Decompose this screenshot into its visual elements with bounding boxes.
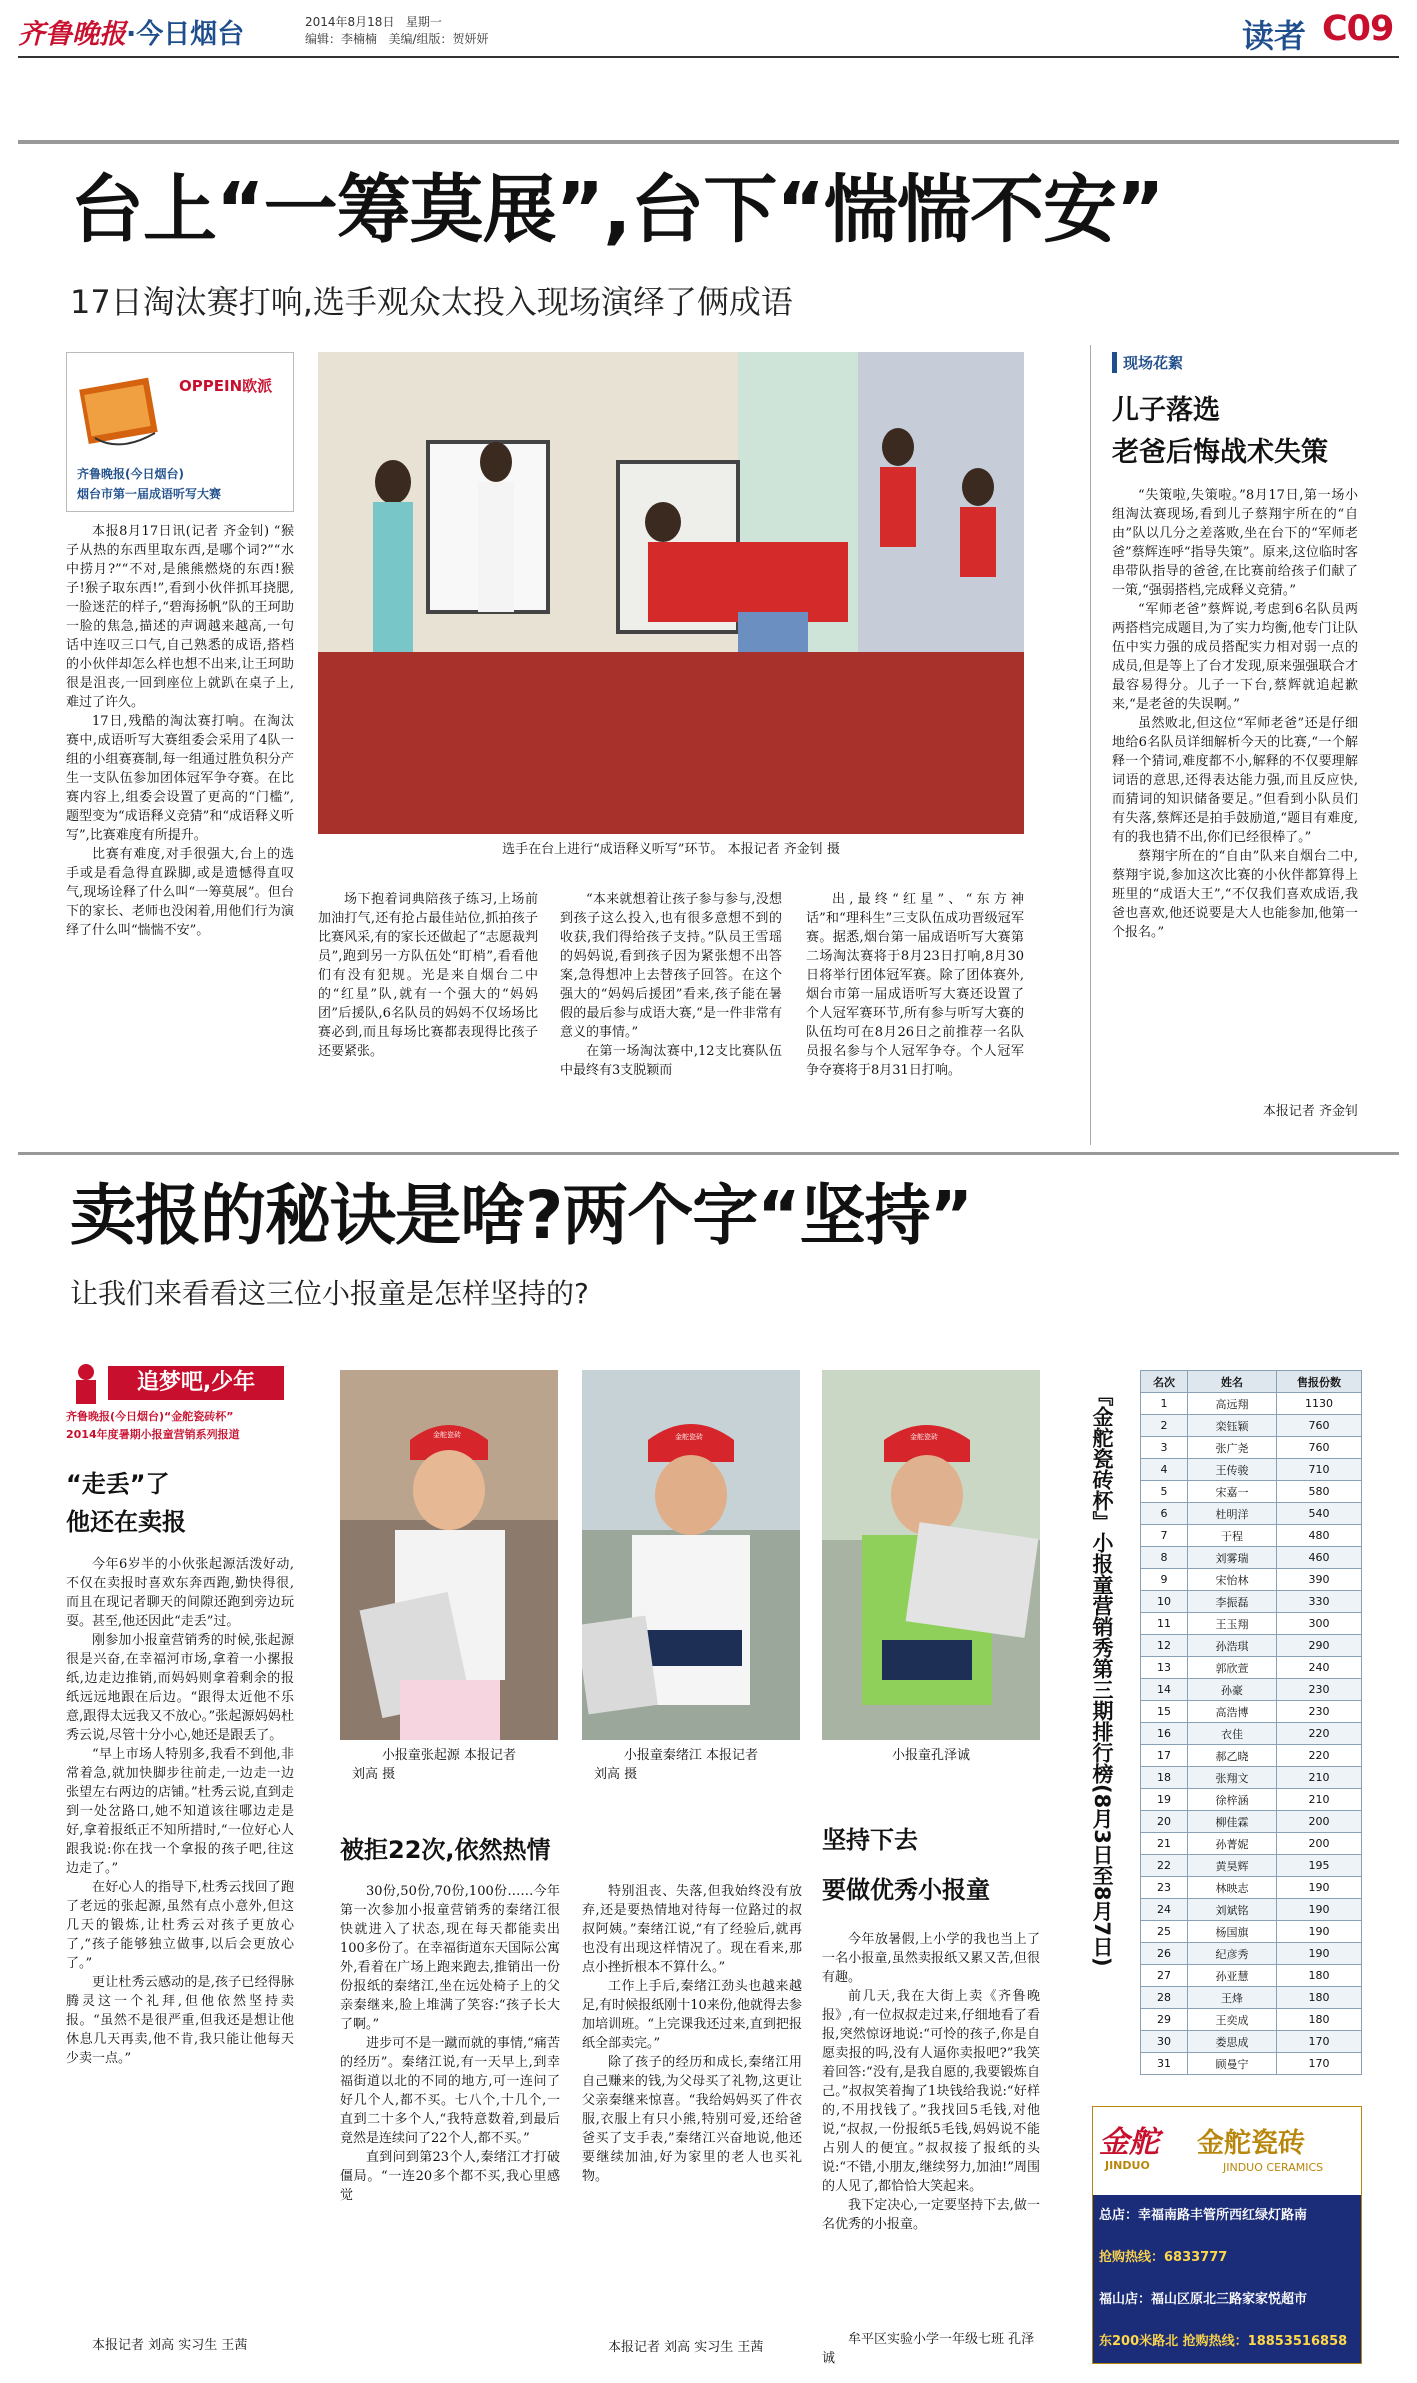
sidebar-para: “失策啦,失策啦。”8月17日,第一场小组淘汰赛现场,看到儿子蔡翔宇所在的“自由”队以几分之差落败,坐在台下的“军师老爸”蔡辉连呼“指导失策”。原来,这位临时客串带队指导的爸爸,在比赛前给孩子们献了一策,“强弱搭档,完成释义竞猜。” (1112, 488, 1358, 598)
story1-subhead: 17日淘汰赛打响,选手观众太投入现场演绎了俩成语 (70, 283, 793, 321)
sidebar-title-2: 老爸后悔战术失策 (1112, 437, 1328, 468)
count-cell: 710 (1277, 1459, 1362, 1481)
story2-col1-para: 刚参加小报童营销秀的时候,张起源很是兴奋,在幸福河市场,拿着一小摞报纸,边走边推销,而妈妈则拿着剩余的报纸远远地跟在后边。“跟得太近他不乐意,跟得太远我又不放心。”张起源妈妈杜秀云说,尽管十分小心,她还是跟丢了。 (66, 1633, 294, 1743)
story1-col3-para: 在第一场淘汰赛中,12支比赛队伍中最终有3支脱颖而 (560, 1044, 782, 1078)
ranking-row (1141, 1503, 1362, 1525)
rank-cell: 31 (1141, 2053, 1188, 2075)
story2-column-1 (66, 1555, 294, 2337)
story1-headline: 台上“一筹莫展”,台下“惴惴不安” (70, 167, 1164, 253)
editor-credit: 编辑：李楠楠 (305, 32, 378, 46)
count-cell: 200 (1277, 1833, 1362, 1855)
story2-col4-para: 今年放暑假,上小学的我也当上了一名小报童,虽然卖报纸又累又苦,但很有趣。 (822, 1932, 1040, 1985)
kid-photo-2 (582, 1370, 800, 1740)
name-cell: 孙菁妮 (1188, 1833, 1277, 1855)
name-cell: 王玉翔 (1188, 1613, 1277, 1635)
rank-cell: 29 (1141, 2009, 1188, 2031)
ad-store1-phone: 抢购热线：6833777 (1099, 2250, 1228, 2265)
story1-col1-para: 比赛有难度,对手很强大,台上的选手或是看急得直跺脚,或是遗憾得直叹气,现场诠释了什么叫“一筹莫展”。但台下的家长、老师也没闲着,用他们行为演绎了什么叫“惴惴不安”。 (66, 847, 294, 938)
rank-cell: 4 (1141, 1459, 1188, 1481)
column-name: 读者 (1242, 17, 1307, 55)
story1-column-1 (66, 522, 294, 1122)
ranking-row (1141, 1635, 1362, 1657)
ranking-row (1141, 1877, 1362, 1899)
rank-cell: 21 (1141, 1833, 1188, 1855)
rank-cell: 18 (1141, 1767, 1188, 1789)
ranking-row (1141, 1921, 1362, 1943)
kid-photo-1-caption (340, 1746, 558, 1784)
ranking-row (1141, 1965, 1362, 1987)
story2-col1-para: 更让杜秀云感动的是,孩子已经得脉腾灵这一个礼拜,但他依然坚持卖报。“虽然不是很严重,但我还是想让他休息几天再卖,他不肯,我只能让他每天少卖一点。” (66, 1975, 294, 2066)
count-cell: 200 (1277, 1811, 1362, 1833)
rank-cell: 7 (1141, 1525, 1188, 1547)
name-cell: 宋怡林 (1188, 1569, 1277, 1591)
story1-column-4 (806, 890, 1024, 1130)
story2-col4-para: 前几天,我在大街上卖《齐鲁晚报》,有一位叔叔走过来,仔细地看了看报,突然惊讶地说:“可怜的孩子,你是自愿卖报的吗,没有人逼你卖报吧?”我笑着回答:“没有,是我自愿的,我要锻炼自己。”叔叔笑着掏了1块钱给我说:“好样的,不用找钱了。”我找回5毛钱,对他说,“叔叔,一份报纸5毛钱,妈妈说不能占别人的便宜。”叔叔接了报纸的头说:“不错,小朋友,继续努力,加油!”周围的人见了,都恰恰大笑起来。 (822, 1989, 1040, 2194)
jinduo-ad (1092, 2106, 1362, 2364)
ranking-row (1141, 1701, 1362, 1723)
count-cell: 190 (1277, 1921, 1362, 1943)
col-header-count: 售报份数 (1277, 1371, 1362, 1393)
kid-photo-3-caption-1: 小报童孔泽诚 (891, 1748, 970, 1763)
ranking-rows (1141, 1393, 1362, 2075)
count-cell: 330 (1277, 1591, 1362, 1613)
story2-col1-para: 在好心人的指导下,杜秀云找回了跑了老远的张起源,虽然有点小意外,但这几天的锻炼,让杜秀云对孩子更放心了,“孩子能够独立做事,以后会更放心了。” (66, 1880, 294, 1971)
count-cell: 170 (1277, 2031, 1362, 2053)
kid-photo-1-caption-2: 刘高 摄 (352, 1767, 396, 1782)
name-cell: 黄昊辉 (1188, 1855, 1277, 1877)
name-cell: 孙亚慧 (1188, 1965, 1277, 1987)
ranking-row (1141, 1833, 1362, 1855)
count-cell: 300 (1277, 1613, 1362, 1635)
name-cell: 宋嘉一 (1188, 1481, 1277, 1503)
story2-subhead: 让我们来看看这三位小报童是怎样坚持的? (70, 1277, 589, 1310)
ranking-row (1141, 1899, 1362, 1921)
ad-brand: 金舵瓷砖 (1197, 2128, 1305, 2159)
story1-col4-para: 出,最终“红星”、“东方神话”和“理科生”三支队伍成功晋级冠军赛。据悉,烟台第一届成语听写大赛第二场淘汰赛将于8月23日打响,8月30日将举行团体冠军赛。除了团体赛外,烟台市第一届成语听写大赛还设置了个人冠军赛环节,所有参与听写大赛的队伍均可在8月26日之前推荐一名队员报名参与个人冠军争夺。个人冠军争夺赛将于8月31日打响。 (806, 892, 1024, 1078)
story2-col4-byline: 牟平区实验小学一年级七班 孔泽诚 (822, 2332, 1035, 2366)
story1-column-3 (560, 890, 782, 1130)
rank-cell: 6 (1141, 1503, 1188, 1525)
ranking-row (1141, 2031, 1362, 2053)
name-cell: 柳佳霖 (1188, 1811, 1277, 1833)
ranking-row (1141, 1657, 1362, 1679)
rank-cell: 13 (1141, 1657, 1188, 1679)
sponsor-scroll-graphic (75, 363, 165, 453)
ranking-row (1141, 1855, 1362, 1877)
name-cell: 孙浩琪 (1188, 1635, 1277, 1657)
badge-title: 追梦吧,少年 (108, 1366, 284, 1400)
count-cell: 390 (1277, 1569, 1362, 1591)
count-cell: 460 (1277, 1547, 1362, 1569)
page-number: C09 (1322, 9, 1394, 49)
name-cell: 杨国旗 (1188, 1921, 1277, 1943)
brand-name: 齐鲁晚报 (18, 19, 126, 50)
story2-col1-byline: 本报记者 刘高 实习生 王茜 (92, 2338, 248, 2353)
sidebar-para: “军师老爸”蔡辉说,考虑到6名队员两两搭档完成题目,为了实力均衡,他专门让队伍中实力强的成员搭配实力相对弱一点的成员,但是等上了台才发现,原来强强联合才最容易得分。儿子一下台,蔡辉就追起歉来,“是老爸的失误啊。” (1112, 602, 1358, 712)
sponsor-brand: OPPEIN欧派 (179, 377, 273, 395)
count-cell: 210 (1277, 1767, 1362, 1789)
rank-cell: 11 (1141, 1613, 1188, 1635)
count-cell: 1130 (1277, 1393, 1362, 1415)
rank-cell: 17 (1141, 1745, 1188, 1767)
series-badge (66, 1362, 288, 1446)
count-cell: 220 (1277, 1745, 1362, 1767)
sidebar-byline: 本报记者 齐金钊 (1262, 1104, 1358, 1119)
name-cell: 刘雾瑞 (1188, 1547, 1277, 1569)
name-cell: 李振磊 (1188, 1591, 1277, 1613)
section1-title-2: 他还在卖报 (66, 1508, 186, 1536)
contest-photo (318, 352, 1024, 834)
ranking-row (1141, 1745, 1362, 1767)
ranking-table (1140, 1370, 1362, 2075)
count-cell: 580 (1277, 1481, 1362, 1503)
count-cell: 195 (1277, 1855, 1362, 1877)
name-cell: 郝乙晓 (1188, 1745, 1277, 1767)
count-cell: 240 (1277, 1657, 1362, 1679)
count-cell: 760 (1277, 1415, 1362, 1437)
section-name: ·今日烟台 (126, 19, 245, 50)
rank-cell: 10 (1141, 1591, 1188, 1613)
name-cell: 张翔文 (1188, 1767, 1277, 1789)
ranking-row (1141, 1811, 1362, 1833)
story2-col2-para: 30份,50份,70份,100份……今年第一次参加小报童营销秀的秦绪江很快就进入了状态,现在每天都能卖出100多份了。在幸福街道东天国际公寓外,看着在广场上跑来跑去,推销出一份份报纸的秦绪江,坐在远处椅子上的父亲秦继来,脸上堆满了笑容:“孩子长大了啊。” (340, 1884, 560, 2032)
story2-column-2 (340, 1882, 560, 2357)
rank-cell: 1 (1141, 1393, 1188, 1415)
ranking-row (1141, 1789, 1362, 1811)
kid-photo-2-caption-2: 刘高 摄 (594, 1767, 638, 1782)
masthead (0, 0, 1417, 60)
ranking-row (1141, 1569, 1362, 1591)
ad-logo: 金舵 (1099, 2125, 1159, 2160)
name-cell: 王传骏 (1188, 1459, 1277, 1481)
ranking-row (1141, 2009, 1362, 2031)
rank-cell: 25 (1141, 1921, 1188, 1943)
rank-cell: 9 (1141, 1569, 1188, 1591)
section3-title-1: 坚持下去 (822, 1826, 918, 1854)
story1-col1-para: 17日,残酷的淘汰赛打响。在淘汰赛中,成语听写大赛组委会采用了4队一组的小组赛赛制,每一组通过胜负积分产生一支队伍参加团体冠军争夺赛。在比赛内容上,组委会设置了更高的“门槛”,题型变为“成语释义竞猜”和“成语释义听写”,比赛难度有所提升。 (66, 714, 294, 843)
masthead-brand (18, 12, 244, 51)
ranking-table-wrap (1140, 1370, 1362, 2075)
masthead-rule (18, 56, 1399, 58)
sponsor-box (66, 352, 294, 512)
rank-cell: 24 (1141, 1899, 1188, 1921)
kid-photo-3-caption (822, 1746, 1040, 1765)
name-cell: 张广尧 (1188, 1437, 1277, 1459)
count-cell: 190 (1277, 1899, 1362, 1921)
name-cell: 王烽 (1188, 1987, 1277, 2009)
story1-column-2 (318, 890, 538, 1130)
badge-line2: 2014年度暑期小报童营销系列报道 (66, 1428, 240, 1441)
masthead-meta (305, 14, 489, 48)
section1-title-1: “走丢”了 (66, 1470, 170, 1498)
ranking-row (1141, 1613, 1362, 1635)
kid-photo-2-caption-1: 小报童秦绪江 本报记者 (623, 1748, 759, 1763)
count-cell: 760 (1277, 1437, 1362, 1459)
story2-column-3 (582, 1882, 802, 2337)
name-cell: 孙豪 (1188, 1679, 1277, 1701)
sidebar-title-1: 儿子落选 (1112, 395, 1220, 426)
rank-cell: 12 (1141, 1635, 1188, 1657)
kid-photo-1-caption-1: 小报童张起源 本报记者 (381, 1748, 517, 1763)
story2-column-4 (822, 1930, 1040, 2330)
rank-cell: 8 (1141, 1547, 1188, 1569)
name-cell: 于程 (1188, 1525, 1277, 1547)
rank-cell: 27 (1141, 1965, 1188, 1987)
kid-photo-2-caption (582, 1746, 800, 1784)
story2-headline: 卖报的秘诀是啥?两个字“坚持” (70, 1177, 973, 1254)
rank-cell: 15 (1141, 1701, 1188, 1723)
top-divider (18, 140, 1399, 144)
rank-cell: 20 (1141, 1811, 1188, 1833)
sponsor-line1: 齐鲁晚报(今日烟台) (77, 467, 184, 481)
count-cell: 210 (1277, 1789, 1362, 1811)
rank-cell: 30 (1141, 2031, 1188, 2053)
rank-cell: 2 (1141, 1415, 1188, 1437)
count-cell: 170 (1277, 2053, 1362, 2075)
ranking-row (1141, 1459, 1362, 1481)
count-cell: 180 (1277, 1965, 1362, 1987)
story2-col3-byline: 本报记者 刘高 实习生 王茜 (608, 2340, 764, 2355)
count-cell: 230 (1277, 1701, 1362, 1723)
name-cell: 高远翔 (1188, 1393, 1277, 1415)
art-credit: 美编/组版：贺妍妍 (388, 32, 489, 46)
name-cell: 林映志 (1188, 1877, 1277, 1899)
story2-col3-para: 工作上手后,秦绪江劲头也越来越足,有时候报纸刚十10来份,他就得去参加培训班。“上完课我还过来,直到把报纸全部卖完。” (582, 1979, 802, 2051)
rank-cell: 19 (1141, 1789, 1188, 1811)
rank-cell: 16 (1141, 1723, 1188, 1745)
ranking-row (1141, 1481, 1362, 1503)
story2-col4-para: 我下定决心,一定要坚持下去,做一名优秀的小报童。 (822, 2198, 1040, 2232)
ranking-header-row (1141, 1371, 1362, 1393)
name-cell: 顾曼宁 (1188, 2053, 1277, 2075)
story2-col3-para: 除了孩子的经历和成长,秦绪江用自己赚来的钱,为父母买了礼物,这更让父亲秦继来惊喜。“我给妈妈买了件衣服,衣服上有只小熊,特别可爱,还给爸爸买了支手表,”秦绪江兴奋地说,他还要继续加油,好为家里的老人也买礼物。 (582, 2055, 802, 2184)
story2-col3-para: 特别沮丧、失落,但我始终没有放弃,还是要热情地对待每一位路过的叔叔阿姨。”秦绪江说,“有了经验后,就再也没有出现这样情况了。现在看来,那点小挫折根本不算什么。” (582, 1884, 802, 1975)
sidebar-rule-left (1090, 345, 1091, 1145)
count-cell: 480 (1277, 1525, 1362, 1547)
name-cell: 郭欣萱 (1188, 1657, 1277, 1679)
ad-store2-address: 福山店：福山区原北三路家家悦超市 (1099, 2292, 1308, 2307)
badge-line1: 齐鲁晚报(今日烟台)“金舵瓷砖杯” (66, 1410, 234, 1423)
name-cell: 徐梓涵 (1188, 1789, 1277, 1811)
name-cell: 栾钰颖 (1188, 1415, 1277, 1437)
name-cell: 刘斌铭 (1188, 1899, 1277, 1921)
cap-label: 金舵瓷砖 (675, 1433, 703, 1441)
issue-weekday: 星期一 (405, 15, 442, 29)
name-cell: 纪彦秀 (1188, 1943, 1277, 1965)
count-cell: 190 (1277, 1943, 1362, 1965)
story2-col2-para: 进步可不是一蹴而就的事情,“痛苦的经历”。秦绪江说,有一天早上,到幸福街道以北的不同的地方,可一连问了好几个人,都不买。七八个,十几个,一直到二十多个人,“我特意数着,到最后竟然是连续问了22个人,都不买。” (340, 2036, 560, 2146)
ranking-row (1141, 1987, 1362, 2009)
ad-logo-block (1099, 2115, 1357, 2187)
count-cell: 190 (1277, 1877, 1362, 1899)
section2-title: 被拒22次,依然热情 (340, 1836, 551, 1864)
mid-divider (18, 1152, 1399, 1155)
count-cell: 220 (1277, 1723, 1362, 1745)
ranking-row (1141, 2053, 1362, 2075)
rank-cell: 22 (1141, 1855, 1188, 1877)
rank-cell: 14 (1141, 1679, 1188, 1701)
ad-logo-en: JINDUO (1105, 2159, 1150, 2172)
rank-cell: 5 (1141, 1481, 1188, 1503)
ranking-row (1141, 1723, 1362, 1745)
ranking-row (1141, 1437, 1362, 1459)
cap-label: 金舵瓷砖 (433, 1431, 461, 1439)
ad-info (1093, 2195, 1361, 2363)
ranking-vertical-title: 『金舵瓷砖杯』小报童营销秀第三期排行榜(8月3日至8月7日) (1090, 1385, 1114, 1967)
badge-figure-icon (66, 1362, 106, 1406)
story2-col2-para: 直到问到第23个人,秦绪江才打破僵局。“一连20多个都不买,我心里感觉 (340, 2150, 560, 2203)
ranking-row (1141, 1525, 1362, 1547)
name-cell: 高浩博 (1188, 1701, 1277, 1723)
ranking-row (1141, 1767, 1362, 1789)
story1-col1-para: 本报8月17日讯(记者 齐金钊) “猴子从热的东西里取东西,是哪个词?”“水中捞月?”“不对,是熊熊燃烧的东西!猴子!猴子取东西!”,看到小伙伴抓耳挠腮,一脸迷茫的样子,“碧海扬帆”队的王珂助一脸的焦急,描述的声调越来越高,一句话中连叹三口气,自己熟悉的成语,搭档的小伙伴却怎么样也想不出来,让王珂助很是沮丧,一回到座位上就趴在桌子上,难过了许久。 (66, 524, 294, 710)
sponsor-line2: 烟台市第一届成语听写大赛 (77, 487, 222, 501)
rank-cell: 28 (1141, 1987, 1188, 2009)
story1-col3-para: “本来就想着让孩子参与参与,没想到孩子这么投入,也有很多意想不到的收获,我们得给孩子支持。”队员王雪瑶的妈妈说,看到孩子因为紧张想不出答案,急得想冲上去替孩子回答。在这个强大的“妈妈后援团”看来,孩子能在暑假的最后参与成语大赛,“是一件非常有意义的事情。” (560, 892, 782, 1040)
story2-col1-para: “早上市场人特别多,我看不到他,非常着急,就加快脚步往前走,一边走一边张望左右两边的店铺。”杜秀云说,直到走到一处岔路口,她不知道该往哪边走是好,拿着报纸正不知所措时,“一位好心人跟我说:你在找一个拿报的孩子吧,往这边走了。” (66, 1747, 294, 1876)
ranking-row (1141, 1679, 1362, 1701)
name-cell: 王奕成 (1188, 2009, 1277, 2031)
col-header-name: 姓名 (1188, 1371, 1277, 1393)
count-cell: 290 (1277, 1635, 1362, 1657)
kid-photo-1 (340, 1370, 558, 1740)
name-cell: 娄思成 (1188, 2031, 1277, 2053)
ranking-row (1141, 1943, 1362, 1965)
ranking-row (1141, 1591, 1362, 1613)
rank-cell: 23 (1141, 1877, 1188, 1899)
count-cell: 540 (1277, 1503, 1362, 1525)
story1-col2-para: 场下抱着词典陪孩子练习,上场前加油打气,还有抢占最佳站位,抓拍孩子比赛风采,有的家长还做起了“志愿裁判员”,跑到另一方队伍处“盯梢”,看看他们有没有犯规。光是来自烟台二中的“红星”队,就有一个强大的“妈妈团”后援队,6名队员的妈妈不仅场场比赛必到,而且每场比赛都表现得比孩子还要紧张。 (318, 892, 538, 1059)
name-cell: 杜明洋 (1188, 1503, 1277, 1525)
rank-cell: 26 (1141, 1943, 1188, 1965)
sidebar-para: 蔡翔宇所在的“自由”队来自烟台二中,蔡翔宇说,参加这次比赛的小伙伴都算得上班里的“成语大王”,“不仅我们喜欢成语,我爸也喜欢,他还说要是大人也能参加,他第一个报名。” (1112, 849, 1358, 940)
rank-cell: 3 (1141, 1437, 1188, 1459)
cap-label: 金舵瓷砖 (910, 1433, 938, 1441)
count-cell: 230 (1277, 1679, 1362, 1701)
ad-store1-address: 总店：幸福南路丰管所西红绿灯路南 (1099, 2208, 1308, 2223)
ranking-row (1141, 1393, 1362, 1415)
ranking-row (1141, 1415, 1362, 1437)
col-header-rank: 名次 (1141, 1371, 1188, 1393)
sidebar-para: 虽然败北,但这位“军师老爸”还是仔细地给6名队员详细解析今天的比赛,“一个解释一个猜词,难度都不小,解释的不仅要理解词语的意思,还得表达能力强,而且反应快,而猜词的知识储备要足。”但看到小队员们有失落,蔡辉还是拍手鼓励道,“题目有难度,有的我也猜不出,你们已经很棒了。” (1112, 716, 1358, 845)
count-cell: 180 (1277, 1987, 1362, 2009)
story2-col1-para: 今年6岁半的小伙张起源活泼好动,不仅在卖报时喜欢东奔西跑,勤快得很,而且在现记者聊天的间隙还跑到旁边玩耍。甚至,他还因此“走丢”过。 (66, 1557, 294, 1629)
count-cell: 180 (1277, 2009, 1362, 2031)
contest-photo-caption: 选手在台上进行“成语释义听写”环节。 本报记者 齐金钊 摄 (502, 842, 840, 857)
sidebar-label: 现场花絮 (1112, 352, 1183, 373)
ad-store2-phone: 东200米路北 抢购热线：18853516858 (1099, 2334, 1348, 2349)
ranking-row (1141, 1547, 1362, 1569)
name-cell: 衣佳 (1188, 1723, 1277, 1745)
issue-date: 2014年8月18日 (305, 15, 395, 29)
sidebar-body (1112, 486, 1358, 1098)
kid-photo-3 (822, 1370, 1040, 1740)
ad-brand-en: JINDUO CERAMICS (1223, 2161, 1324, 2174)
section3-title-2: 要做优秀小报童 (822, 1876, 990, 1904)
